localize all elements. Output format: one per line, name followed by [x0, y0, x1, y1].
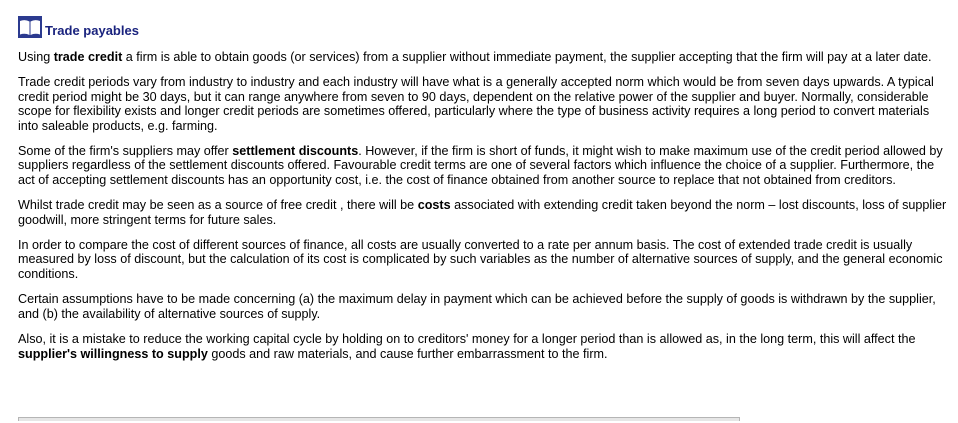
paragraph	[18, 238, 948, 281]
paragraph	[18, 198, 948, 227]
paragraph-text: Certain assumptions have to be made concerning (a) the maximum delay in payment which can be achieved before the supply of goods is withdrawn by the supplier, and (b) the availability of alternative sources of supply.	[18, 292, 936, 321]
paragraph-text: Whilst trade credit may be seen as a source of free credit , there will be	[18, 198, 418, 213]
bold-term: supplier's willingness to supply	[18, 346, 208, 361]
paragraph-text: associated with extending credit taken beyond the norm – lost discounts, loss of supplier goodwill, more stringent terms for future sales.	[18, 198, 947, 227]
paragraph-text: In order to compare the cost of different sources of finance, all costs are usually converted to a rate per annum basis. The cost of extended trade credit is usually measured by loss of discount, but the calculation of its cost is complicated by such variables as the number of alternative sources of supply, and the general economic conditions.	[18, 238, 943, 281]
paragraph-text: Some of the firm's suppliers may offer	[18, 144, 233, 159]
bold-term: settlement discounts	[232, 144, 359, 159]
bold-term: costs	[417, 198, 451, 213]
paragraph-text: goods and raw materials, and cause further embarrassment to the firm.	[207, 346, 608, 361]
paragraph	[18, 144, 948, 187]
open-book-icon	[18, 16, 42, 38]
bold-term: trade credit	[53, 50, 123, 64]
section-heading	[18, 12, 948, 38]
paragraph	[18, 292, 948, 321]
section-title: Trade payables	[45, 23, 139, 38]
body-text	[18, 50, 948, 361]
paragraph	[18, 75, 948, 133]
paragraph-text: . However, if the firm is short of funds, it might wish to make maximum use of the credit period allowed by suppliers regardless of the settlement discounts offered. Favourable credit terms are one of several factors which influence the choice of a supplier. Furthermore, the act of accepting settlement discounts has an opportunity cost, i.e. the cost of finance obtained from another source to replace that not obtained from creditors.	[18, 144, 943, 187]
content-area	[18, 12, 948, 372]
paragraph-text: Also, it is a mistake to reduce the working capital cycle by holding on to creditors' money for a longer period than is allowed as, in the long term, this will affect the	[18, 332, 916, 347]
paragraph	[18, 332, 948, 361]
paragraph-text: Trade credit periods vary from industry to industry and each industry will have what is a generally accepted norm which would be from seven days upwards. A typical credit period might be 30 days, but it can range anywhere from seven to 90 days, dependent on the relative power of the supplier and buyer. Normally, considerable scope for flexibility exists and longer credit periods are sometimes offered, particularly where the type of business activity requires a long period to convert materials into saleable products, e.g. farming.	[18, 75, 934, 133]
paragraph-text: Using	[18, 50, 54, 64]
paragraph	[18, 50, 948, 64]
paragraph-text: a firm is able to obtain goods (or services) from a supplier without immediate payment, the supplier accepting that the firm will pay at a later date.	[122, 50, 932, 64]
horizontal-scrollbar[interactable]	[18, 417, 740, 421]
